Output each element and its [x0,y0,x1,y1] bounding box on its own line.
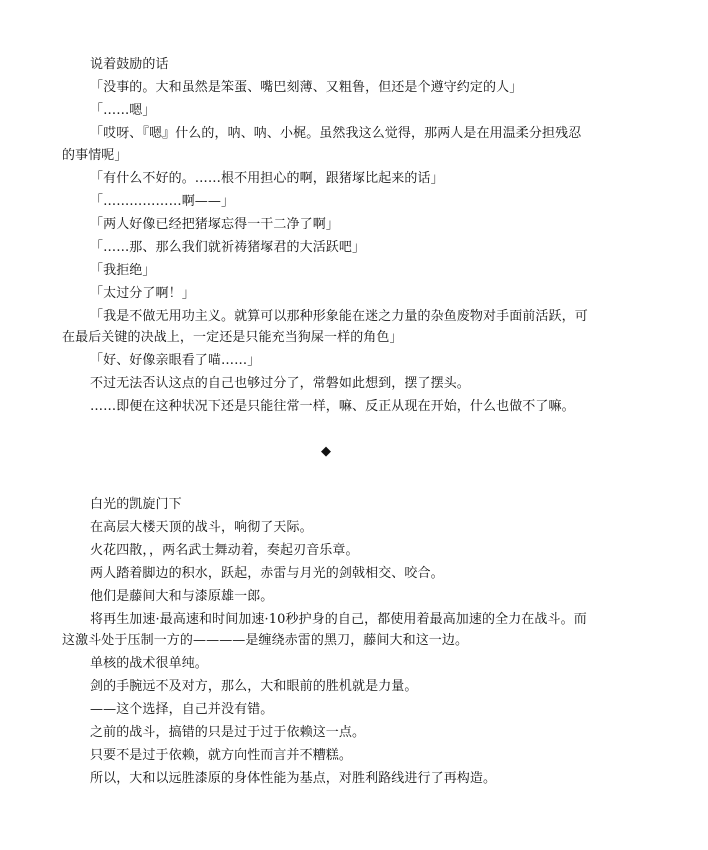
paragraph: 「两人好像已经把猪塚忘得一干二净了啊」 [90,216,339,232]
paragraph: 说着鼓励的话 [90,57,169,72]
paragraph: 之前的战斗，搞错的只是过于过于依赖这一点。 [90,725,366,740]
paragraph: 「好、好像亲眼看了喵……」 [90,353,261,368]
section-battle [62,494,590,790]
paragraph: 「我拒绝」 [90,262,156,278]
paragraph: 剑的手腕远不及对方，那么，大和眼前的胜机就是力量。 [90,679,418,694]
section-dialogue [62,54,590,418]
paragraph: 「……那、那么我们就祈祷猪塚君的大活跃吧」 [90,239,366,255]
paragraph: ……即便在这种状况下还是只能往常一样，嘛、反正从现在开始，什么也做不了嘛。 [90,399,575,414]
paragraph: 「我是不做无用功主义。就算可以那种形象能在迷之力量的杂鱼废物对手面前活跃，可在最后关键的决战上，一定还是只能充当狗屎一样的角色」 [62,308,588,345]
paragraph: 「………………啊——」 [90,193,235,209]
section-separator: ◆ [321,443,331,459]
paragraph: 他们是藤间大和与漆原雄一郎。 [90,588,274,604]
paragraph: 「没事的。大和虽然是笨蛋、嘴巴刻薄、又粗鲁，但还是个遵守约定的人」 [90,80,523,95]
paragraph: ——这个选择，自己并没有错。 [90,702,274,717]
paragraph: 「有什么不好的。……根不用担心的啊，跟猪塚比起来的话」 [90,170,444,186]
paragraph: 将再生加速·最高速和时间加速·10秒护身的自己，都使用着最高加速的全力在战斗。而这激斗处于压制一方的————是缠绕赤雷的黑刀，藤间大和这一边。 [62,611,587,648]
paragraph: 白光的凯旋门下 [90,496,182,512]
document-page [62,54,590,791]
paragraph: 在高层大楼天顶的战斗，响彻了天际。 [90,519,313,535]
paragraph: 「太过分了啊！」 [90,285,195,301]
paragraph: 只要不是过于依赖，就方向性而言并不糟糕。 [90,748,353,763]
paragraph: 「……嗯」 [90,103,156,118]
paragraph: 两人踏着脚边的积水，跃起，赤雷与月光的剑戟相交、咬合。 [90,565,444,581]
paragraph: 不过无法否认这点的自己也够过分了，常磐如此想到，摆了摆头。 [90,376,470,391]
paragraph: 所以，大和以远胜漆原的身体性能为基点，对胜利路线进行了再构造。 [90,771,497,786]
paragraph: 「哎呀、『嗯』什么的，呐、呐、小梶。虽然我这么觉得，那两人是在用温柔分担残忍的事情呢」 [62,126,582,163]
paragraph: 火花四散，，两名武士舞动着，奏起刃音乐章。 [90,542,359,558]
paragraph: 单核的战术很单纯。 [90,656,208,671]
